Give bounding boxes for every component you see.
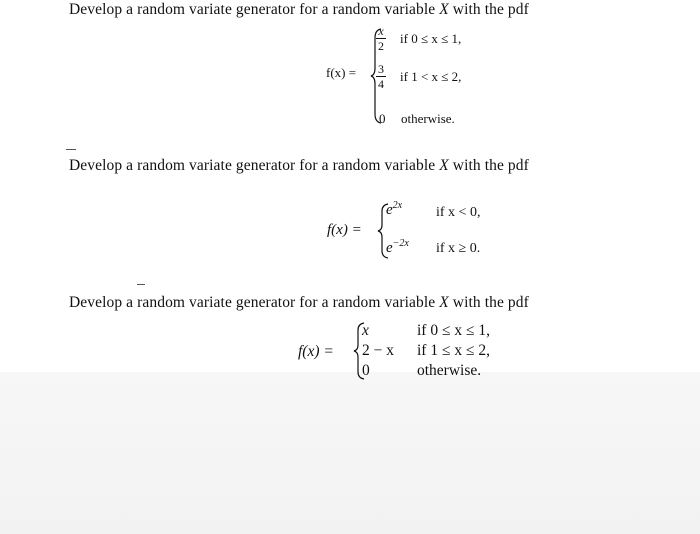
problem-3-case-2-expr: 2 − x <box>362 342 394 359</box>
problem-3-case-3-condition: otherwise. <box>417 362 482 379</box>
problem-1-case-1-fraction: x 2 <box>378 24 384 53</box>
problem-3-case-3-expr: 0 <box>362 362 370 379</box>
problem-2-case-1-expr: $e^{2x}$ <box>386 200 403 218</box>
problem-3-statement: Develop a random variate generator for a random variable X with the pdf <box>69 294 529 311</box>
problem-1-case-1-condition: if 0 ≤ x ≤ 1, <box>400 31 462 46</box>
problem-3-case-1-expr: x <box>362 322 369 339</box>
bottom-background <box>0 372 700 534</box>
problem-2-lhs: f(x) = <box>327 222 362 238</box>
problem-1-case-3-condition: otherwise. <box>401 111 455 126</box>
problem-1-case-2-fraction: 3 4 <box>378 62 384 91</box>
problem-1-case-2-condition: if 1 < x ≤ 2, <box>400 69 462 84</box>
divider-mark-1 <box>66 149 76 150</box>
problem-3-case-1-condition: if 0 ≤ x ≤ 1, <box>417 322 490 339</box>
problem-2-case-2-condition: if x ≥ 0. <box>436 241 481 256</box>
problem-1-statement: Develop a random variate generator for a random variable X with the pdf <box>69 1 529 18</box>
problem-2-statement: Develop a random variate generator for a random variable X with the pdf <box>69 157 529 174</box>
problem-2-case-2-expr: $e^{-2x}$ <box>386 238 409 256</box>
problem-1-lhs: f(x) = <box>326 65 357 80</box>
divider-mark-2 <box>137 284 145 285</box>
problem-2-case-1-condition: if x < 0, <box>436 205 481 220</box>
problem-3-case-2-condition: if 1 ≤ x ≤ 2, <box>417 342 490 359</box>
problem-1-case-3-expr: 0 <box>379 111 386 126</box>
problem-3-lhs: f(x) = <box>298 343 334 360</box>
